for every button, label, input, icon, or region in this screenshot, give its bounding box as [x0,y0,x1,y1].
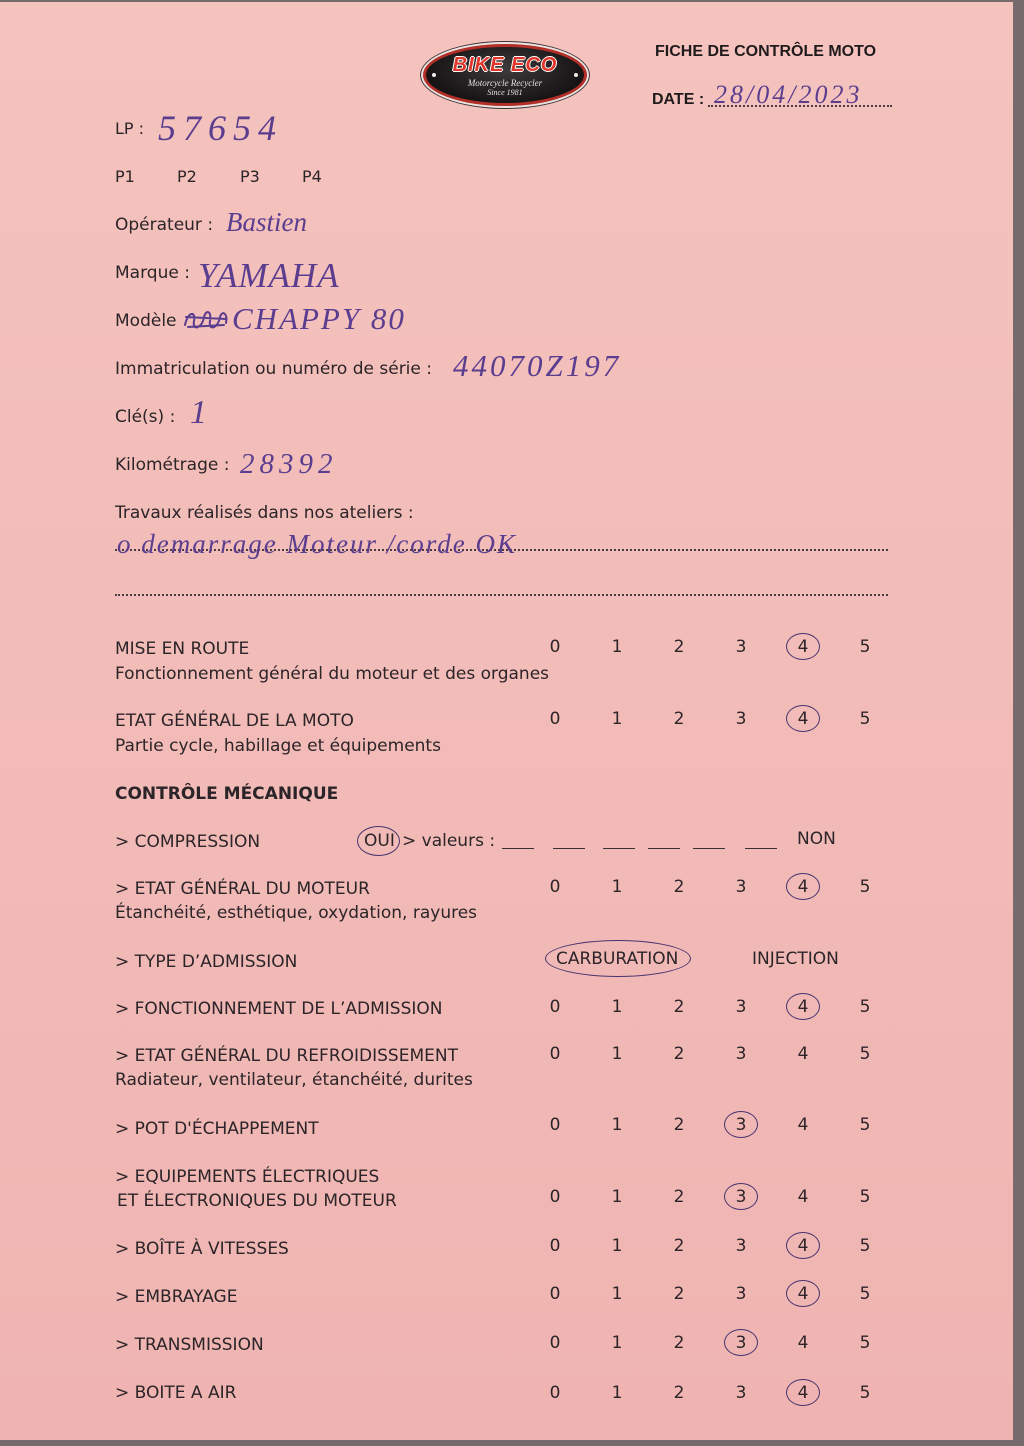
kilometrage-label: Kilométrage : [115,455,230,475]
compression-value-blank [745,848,777,849]
immatriculation-value: 44070Z197 [453,348,622,383]
score-option: 0 [549,1333,561,1353]
score-option: 3 [735,997,747,1017]
logo-tagline: Motorcycle Recycler [467,78,543,88]
modele-label: Modèle [115,311,177,331]
score-option: 3 [735,1284,747,1304]
etat-moto-title: ETAT GÉNÉRAL DE LA MOTO [115,711,354,731]
score-option: 1 [611,1284,623,1304]
score-option: 1 [611,1383,623,1403]
score-option-circled: 4 [772,709,834,729]
score-option-circled: 4 [772,1383,834,1403]
logo-since: Since 1981 [487,88,523,97]
date-label: DATE : [652,91,705,108]
compression-value-blank [502,848,534,849]
position-p4: P4 [302,167,322,186]
score-option: 0 [549,1187,561,1207]
score-option-circled: 3 [710,1115,772,1135]
mise-en-route-title: MISE EN ROUTE [115,639,250,659]
score-option: 2 [673,1044,685,1064]
mise-en-route-subtitle: Fonctionnement général du moteur et des organes [115,664,550,684]
transmission-scores [524,1333,896,1353]
fonctionnement-admission-label: > FONCTIONNEMENT DE L’ADMISSION [115,999,443,1019]
date-value: 28/04/2023 [714,80,863,109]
boite-vitesses-scores [524,1236,896,1256]
form-title: FICHE DE CONTRÔLE MOTO [655,43,877,60]
travaux-dotted-line-2 [115,594,888,596]
embrayage-scores [524,1284,896,1304]
score-option: 5 [859,1284,871,1304]
lp-value: 57654 [158,108,283,148]
compression-values-label: > valeurs : [402,831,496,851]
fonctionnement-admission-scores [524,997,896,1017]
score-option: 2 [673,1187,685,1207]
score-option: 3 [735,1383,747,1403]
embrayage-label: > EMBRAYAGE [115,1287,238,1307]
etat-moto-scores [524,709,896,729]
etat-moteur-label: > ETAT GÉNÉRAL DU MOTEUR [115,879,370,899]
score-option-circled: 3 [710,1333,772,1353]
operateur-label: Opérateur : [115,215,214,235]
refroidissement-label: > ETAT GÉNÉRAL DU REFROIDISSEMENT [115,1046,458,1066]
equipements-electriques-scores [524,1187,896,1207]
score-option-circled: 4 [772,997,834,1017]
score-option: 5 [859,1115,871,1135]
travaux-label: Travaux réalisés dans nos ateliers : [115,503,414,523]
score-option: 0 [549,1115,561,1135]
score-option: 1 [611,637,623,657]
score-option: 2 [673,1383,685,1403]
score-option: 2 [673,1284,685,1304]
logo-brand: BIKE ECO [452,54,558,76]
etat-moteur-scores [524,877,896,897]
score-option: 3 [735,877,747,897]
score-option: 3 [735,709,747,729]
score-option: 1 [611,1115,623,1135]
boite-vitesses-label: > BOÎTE À VITESSES [115,1239,289,1259]
score-option: 2 [673,877,685,897]
score-option: 3 [735,637,747,657]
score-option: 2 [673,1115,685,1135]
pot-echappement-label: > POT D'ÉCHAPPEMENT [115,1119,319,1139]
score-option: 0 [549,1383,561,1403]
score-option: 1 [611,1187,623,1207]
marque-label: Marque : [115,263,190,283]
score-option: 5 [859,997,871,1017]
score-option: 4 [797,1115,809,1135]
score-option: 2 [673,637,685,657]
score-option: 0 [549,637,561,657]
compression-value-blank [693,848,725,849]
equipements-electriques-label: > EQUIPEMENTS ÉLECTRIQUES [115,1167,380,1187]
position-p2: P2 [177,167,197,186]
pot-echappement-scores [524,1115,896,1135]
score-option: 1 [611,709,623,729]
cles-label: Clé(s) : [115,407,176,427]
score-option: 5 [859,1044,871,1064]
score-option: 1 [611,1044,623,1064]
score-option-circled: 3 [710,1187,772,1207]
score-option-circled: 4 [772,637,834,657]
score-option: 2 [673,1236,685,1256]
score-option: 2 [673,997,685,1017]
etat-moto-subtitle: Partie cycle, habillage et équipements [115,736,441,756]
score-option: 0 [549,877,561,897]
score-option: 5 [859,1187,871,1207]
travaux-line-1: o demarrage Moteur /corde OK [117,529,517,559]
score-option: 2 [673,1333,685,1353]
refroidissement-scores [524,1044,896,1064]
compression-label: > COMPRESSION [115,832,261,852]
score-option-circled: 4 [772,1284,834,1304]
control-sheet [0,2,1013,1440]
boite-air-scores [524,1383,896,1403]
cles-value: 1 [190,394,207,431]
equipements-electriques-label-line2: ET ÉLECTRONIQUES DU MOTEUR [117,1191,397,1211]
immatriculation-label: Immatriculation ou numéro de série : [115,359,432,379]
score-option: 5 [859,877,871,897]
compression-yes: OUI [364,831,395,851]
score-option: 3 [735,1236,747,1256]
score-option: 4 [797,1187,809,1207]
score-option: 4 [797,1333,809,1353]
mise-en-route-scores [524,637,896,657]
score-option: 3 [735,1044,747,1064]
controle-mecanique-heading: CONTRÔLE MÉCANIQUE [115,784,339,804]
score-option: 0 [549,1044,561,1064]
score-option: 1 [611,1236,623,1256]
admission-option-carburation: CARBURATION [556,949,679,969]
position-p3: P3 [240,167,260,186]
lp-label: LP : [115,119,145,138]
score-option: 1 [611,997,623,1017]
compression-value-blank [553,848,585,849]
bike-eco-logo [423,44,587,106]
score-option: 5 [859,637,871,657]
kilometrage-value: 28392 [240,448,338,480]
score-option: 1 [611,877,623,897]
score-option: 1 [611,1333,623,1353]
score-option: 0 [549,709,561,729]
boite-air-label: > BOITE A AIR [115,1383,237,1403]
refroidissement-subtitle: Radiateur, ventilateur, étanchéité, durites [115,1070,473,1090]
position-p1: P1 [115,167,135,186]
score-option: 5 [859,709,871,729]
score-option: 0 [549,1236,561,1256]
compression-value-blank [603,848,635,849]
compression-value-blank [648,848,680,849]
crossed-out-scribble [182,305,230,335]
compression-no: NON [797,829,836,849]
score-option: 0 [549,997,561,1017]
operateur-value: Bastien [226,207,307,237]
score-option: 5 [859,1333,871,1353]
score-option: 5 [859,1236,871,1256]
transmission-label: > TRANSMISSION [115,1335,264,1355]
score-option-circled: 4 [772,1236,834,1256]
score-option: 5 [859,1383,871,1403]
type-admission-label: > TYPE D’ADMISSION [115,952,298,972]
score-option: 0 [549,1284,561,1304]
etat-moteur-subtitle: Étanchéité, esthétique, oxydation, rayures [115,903,478,923]
score-option: 4 [797,1044,809,1064]
modele-value: CHAPPY 80 [232,301,406,336]
score-option: 2 [673,709,685,729]
score-option-circled: 4 [772,877,834,897]
admission-option-injection: INJECTION [752,949,839,969]
marque-value: YAMAHA [198,256,340,295]
